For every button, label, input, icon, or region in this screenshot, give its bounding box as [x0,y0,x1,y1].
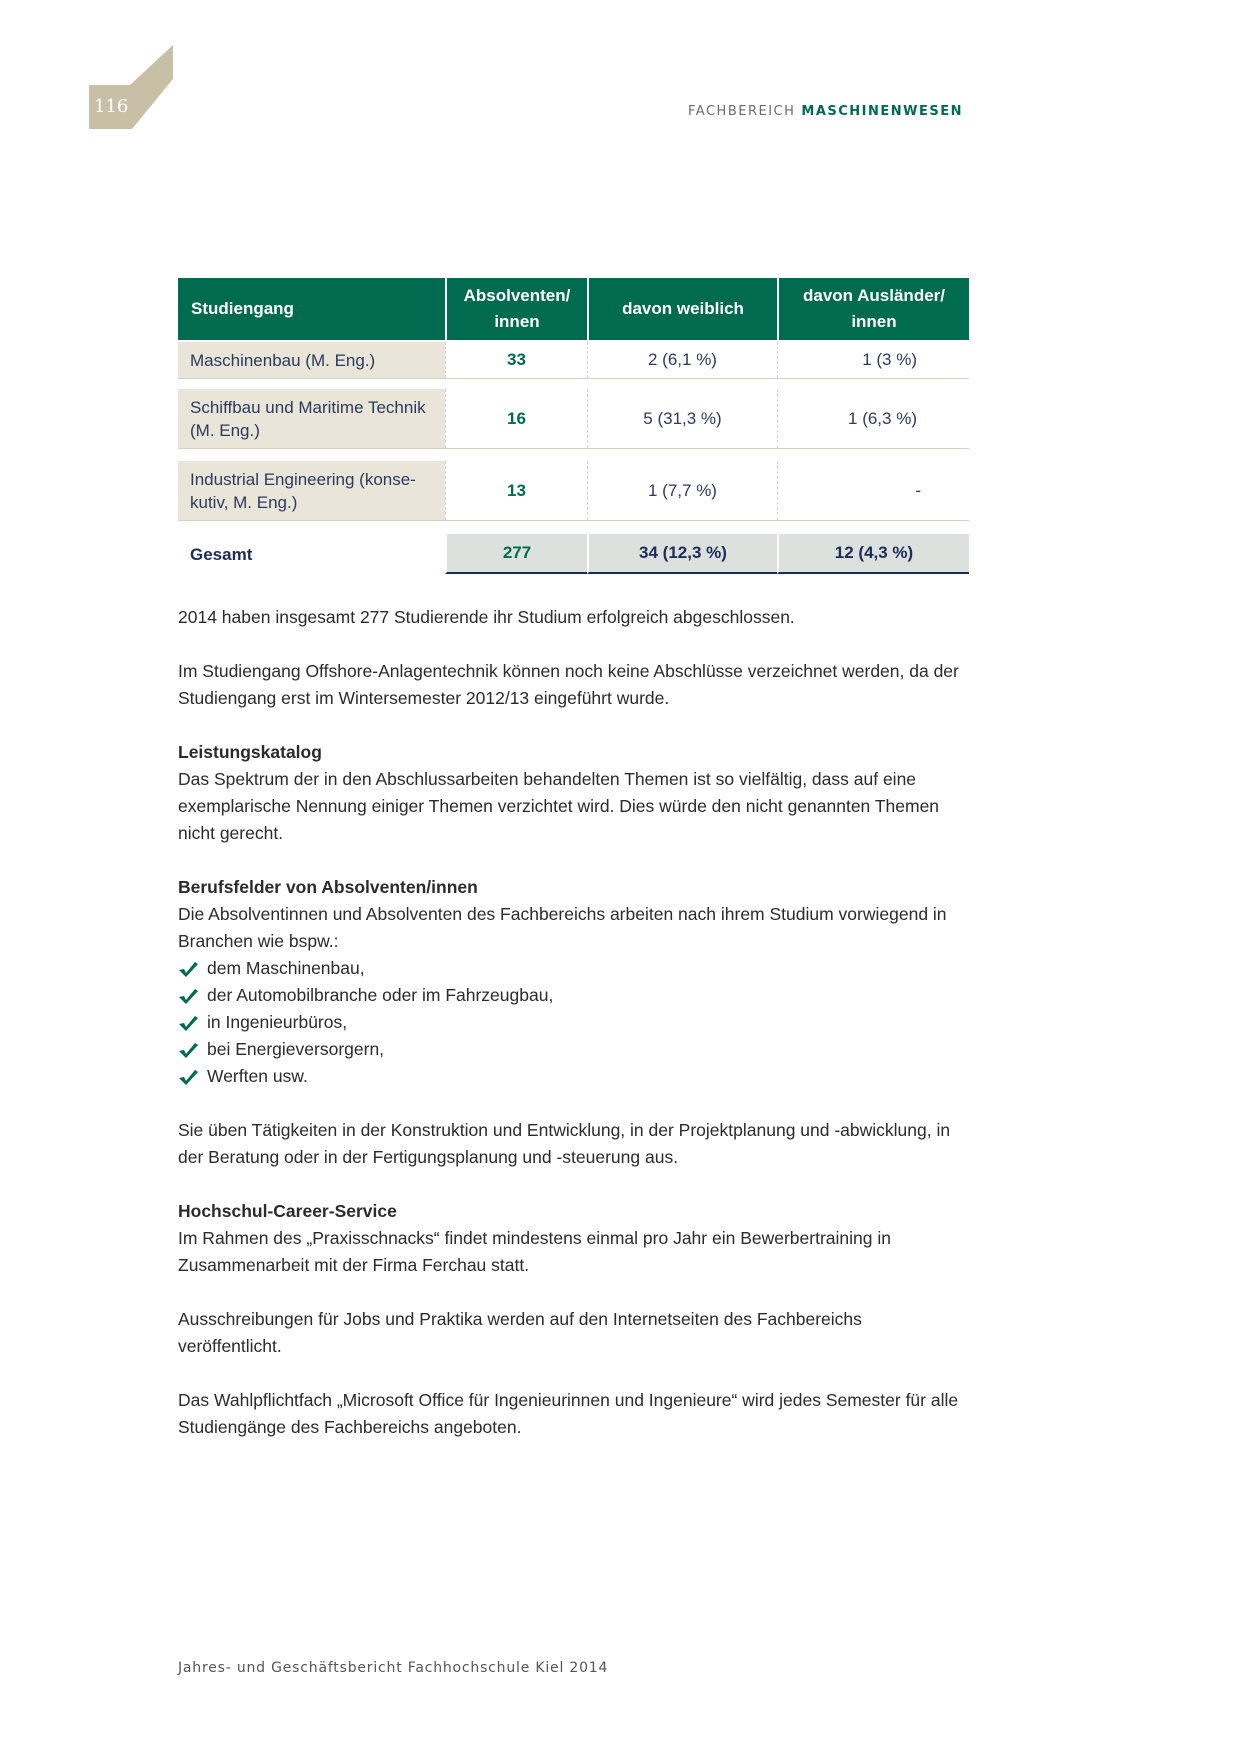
total-absolventen: 277 [445,534,587,574]
table-row [178,342,969,379]
checkmark-icon [178,1042,198,1058]
page-number: 116 [94,96,129,117]
page-footer: Jahres- und Geschäftsbericht Fachhochschule Kiel 2014 [178,1660,609,1676]
row-weiblich: 1 (7,7 %) [587,461,777,520]
row-name-text: Schiffbau und Maritime Technik (M. Eng.) [190,397,426,440]
row-weiblich: 5 (31,3 %) [587,389,777,448]
list-item-text: Werften usw. [207,1066,308,1086]
header-label: Absolventen/ innen [463,286,571,331]
section-heading: Berufsfelder von Absolventen/innen [178,877,478,897]
row-absolventen: 16 [445,389,587,448]
checkmark-icon [178,1015,198,1031]
total-weiblich: 34 (12,3 %) [587,534,777,574]
header-weiblich [587,278,777,340]
section-heading: Leistungskatalog [178,742,322,762]
total-auslaender: 12 (4,3 %) [777,534,969,574]
list-item [178,982,970,1009]
table-header [178,278,969,340]
row-weiblich: 2 (6,1 %) [587,342,777,378]
row-name-text: Industrial Engineering (konse-kutiv, M. Eng.) [190,469,416,512]
paragraph: Die Absolventinnen und Absolventen des Fachbereichs arbeiten nach ihrem Studium vorwiegend in Branchen wie bspw.: [178,904,947,951]
graduates-table [178,278,969,564]
checkmark-icon [178,988,198,1004]
row-name [178,461,445,520]
header-label: Studiengang [191,299,294,318]
header-absolventen [445,278,587,340]
paragraph: Ausschreibungen für Jobs und Praktika werden auf den Internetseiten des Fachbereichs veröffentlicht. [178,1309,862,1356]
list-item [178,1036,970,1063]
paragraph: Sie üben Tätigkeiten in der Konstruktion und Entwicklung, in der Projektplanung und -abwicklung, in der Beratung oder in der Fertigungsplanung und -steuerung aus. [178,1120,951,1167]
row-auslaender: - [777,461,969,520]
table-row [178,461,969,521]
paragraph: Im Rahmen des „Praxisschnacks“ findet mindestens einmal pro Jahr ein Bewerbertraining in Zusammenarbeit mit der Firma Ferchau statt. [178,1228,891,1275]
paragraph: 2014 haben insgesamt 277 Studierende ihr Studium erfolgreich abgeschlossen. [178,607,795,627]
list-item-text: bei Energieversorgern, [207,1039,385,1059]
list-item [178,1063,970,1090]
row-auslaender: 1 (6,3 %) [777,389,969,448]
header-auslaender [777,278,969,340]
branch-list [178,955,970,1090]
header-prefix: FACHBEREICH [688,104,796,119]
list-item [178,1009,970,1036]
list-item [178,955,970,982]
list-item-text: dem Maschinenbau, [207,958,365,978]
list-item-text: der Automobilbranche oder im Fahrzeugbau, [207,985,554,1005]
list-item-text: in Ingenieurbüros, [207,1012,348,1032]
table-total-row [178,534,969,574]
table-row [178,389,969,449]
section-heading: Hochschul-Career-Service [178,1201,397,1221]
checkmark-icon [178,961,198,977]
row-absolventen: 33 [445,342,587,378]
header-label: davon Ausländer/ innen [802,286,945,331]
checkmark-icon [178,1069,198,1085]
row-name [178,389,445,448]
paragraph: Das Wahlpflichtfach „Microsoft Office für Ingenieurinnen und Ingenieure“ wird jedes Semester für alle Studiengänge des Fachbereichs angeboten. [178,1390,959,1437]
row-auslaender: 1 (3 %) [777,342,969,378]
row-absolventen: 13 [445,461,587,520]
running-header [688,104,963,119]
header-studiengang [178,278,445,340]
body-text [178,604,970,1468]
header-label: davon weiblich [622,299,744,318]
header-accent: MASCHINENWESEN [801,104,963,119]
row-name: Maschinenbau (M. Eng.) [178,342,445,378]
total-label: Gesamt [190,544,253,564]
paragraph: Das Spektrum der in den Abschlussarbeiten behandelten Themen ist so vielfältig, dass auf eine exemplarische Nennung einiger Themen verzichtet wird. Dies würde den nicht genannten Themen nicht gerecht. [178,769,940,843]
paragraph: Im Studiengang Offshore-Anlagentechnik können noch keine Abschlüsse verzeichnet werden, da der Studiengang erst im Wintersemester 2012/13 eingeführt wurde. [178,661,959,708]
